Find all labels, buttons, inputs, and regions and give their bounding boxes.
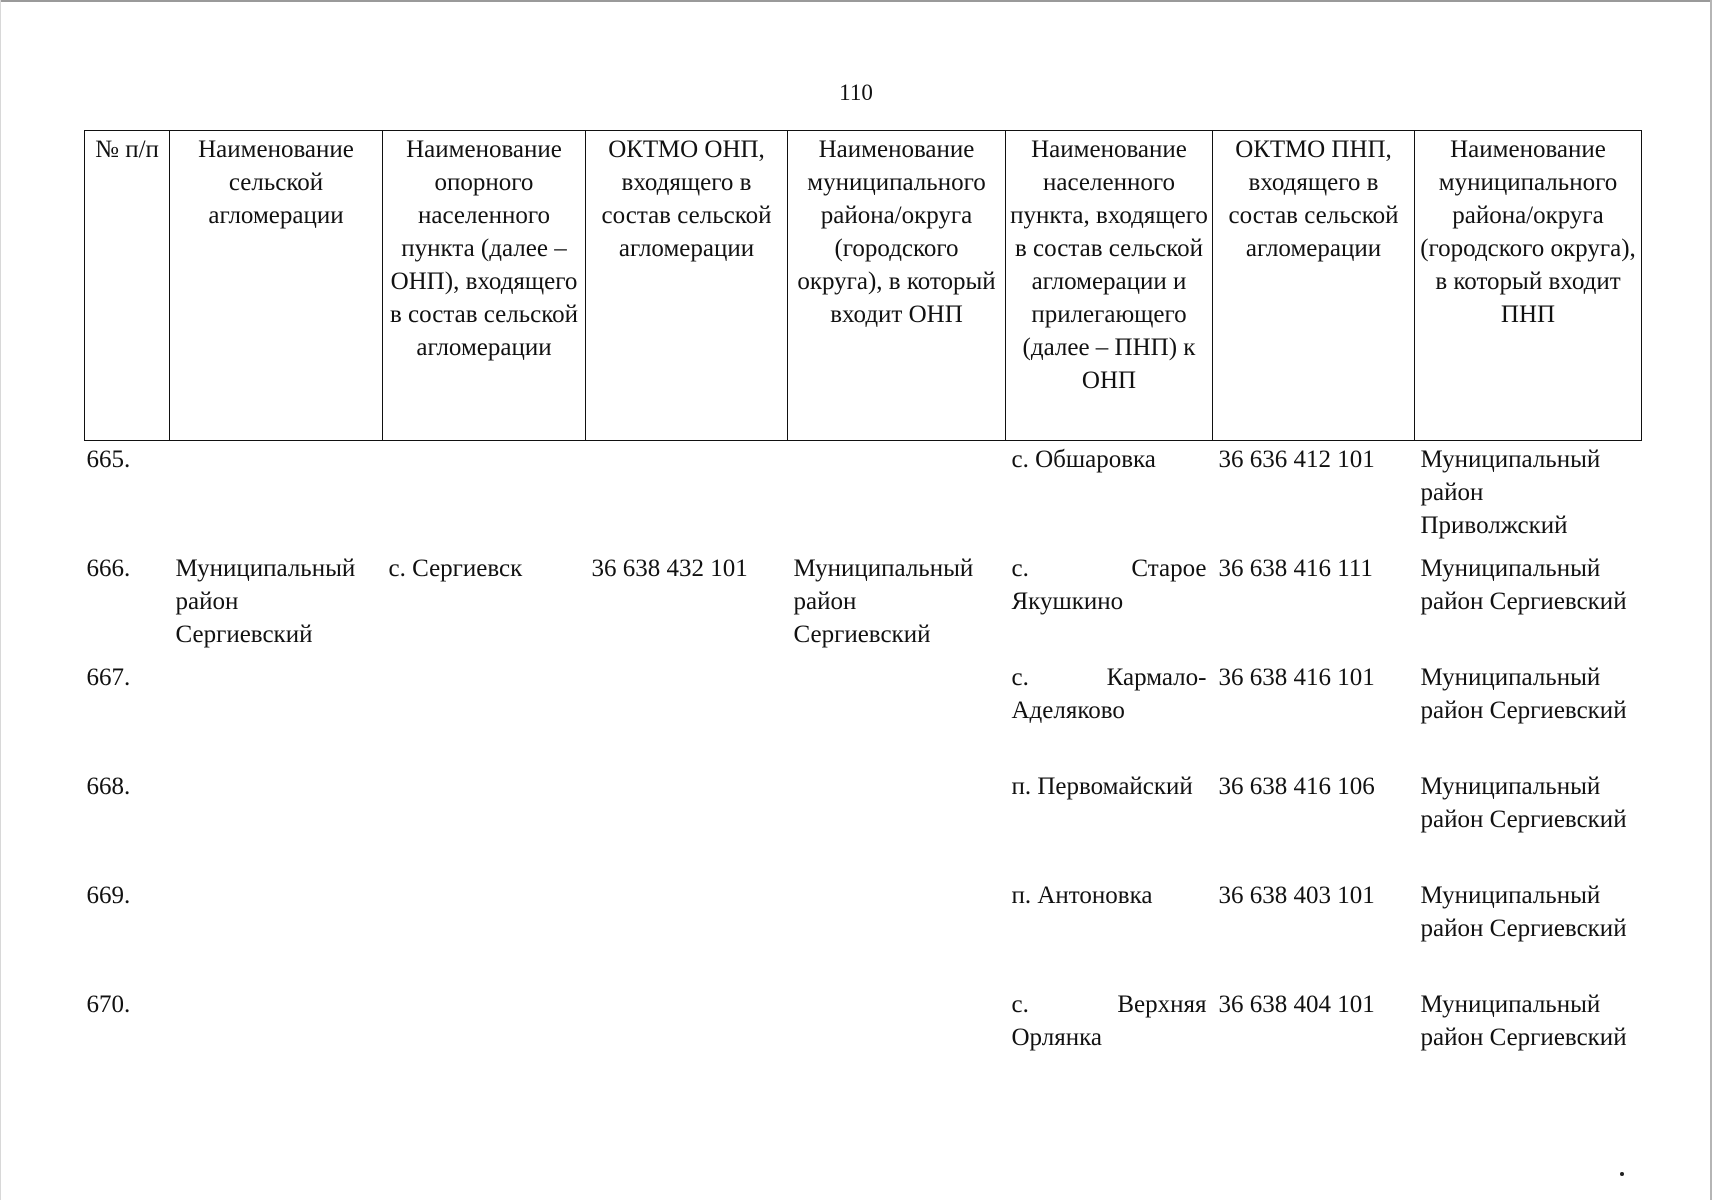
row-number: 666. <box>86 554 131 582</box>
onp-district <box>788 768 1006 877</box>
table-row <box>85 986 1642 1095</box>
onp-name <box>383 768 586 877</box>
pnp-district: Муниципальный район Сергиевский <box>1420 663 1627 724</box>
pnp-district: Муниципальный район Сергиевский <box>1420 772 1627 833</box>
row-number: 667. <box>86 663 131 691</box>
onp-oktmo <box>586 768 788 877</box>
agglomeration-name <box>170 768 383 877</box>
header-onp-district: Наименование муниципального района/округа (городского округа), в который входит ОНП <box>788 131 1006 441</box>
header-pnp-district: Наименование муниципального района/округа (городского округа), в который входит ПНП <box>1415 131 1642 441</box>
pnp-name: с. Верхняя Орлянка <box>1011 990 1207 1051</box>
header-pnp-name: Наименование населенного пункта, входящего в состав сельской агломерации и прилегающего (далее – ПНП) к ОНП <box>1006 131 1213 441</box>
onp-name <box>383 877 586 986</box>
onp-oktmo: 36 638 432 101 <box>591 554 748 582</box>
header-pnp-oktmo: ОКТМО ПНП, входящего в состав сельской агломерации <box>1213 131 1415 441</box>
scan-edge-left <box>0 0 1 1200</box>
pnp-oktmo: 36 638 416 106 <box>1218 772 1375 800</box>
row-number: 670. <box>86 990 131 1018</box>
agglomeration-name <box>170 986 383 1095</box>
row-number: 669. <box>86 881 131 909</box>
table-row <box>85 877 1642 986</box>
onp-district: Муниципальный район Сергиевский <box>793 554 974 648</box>
pnp-oktmo: 36 638 416 101 <box>1218 663 1375 691</box>
pnp-name: п. Антоновка <box>1011 881 1153 909</box>
pnp-oktmo: 36 636 412 101 <box>1218 446 1375 473</box>
header-num: № п/п <box>85 131 170 441</box>
agglomeration-table <box>84 130 1642 1095</box>
onp-oktmo <box>586 986 788 1095</box>
scan-speck <box>1620 1172 1624 1176</box>
onp-name <box>383 986 586 1095</box>
pnp-name: п. Первомайский <box>1011 772 1193 800</box>
onp-oktmo <box>586 659 788 768</box>
pnp-district: Муниципальный район Приволжский <box>1420 446 1601 539</box>
pnp-district: Муниципальный район Сергиевский <box>1420 881 1627 942</box>
agglomeration-name: Муниципальный район Сергиевский <box>175 554 356 648</box>
pnp-district: Муниципальный район Сергиевский <box>1420 554 1627 615</box>
pnp-name: с. Кармало-Аделяково <box>1011 663 1207 724</box>
onp-district <box>788 441 1006 550</box>
pnp-name: с. Обшаровка <box>1011 446 1156 473</box>
table-row <box>85 441 1642 550</box>
table-row <box>85 768 1642 877</box>
onp-oktmo <box>586 877 788 986</box>
pnp-oktmo: 36 638 416 111 <box>1218 554 1373 582</box>
table-body <box>85 441 1642 1095</box>
agglomeration-name <box>170 877 383 986</box>
onp-name: с. Сергиевск <box>388 554 523 582</box>
agglomeration-name <box>170 441 383 550</box>
header-agglomeration: Наименование сельской агломерации <box>170 131 383 441</box>
pnp-district: Муниципальный район Сергиевский <box>1420 990 1627 1051</box>
agglomeration-name <box>170 659 383 768</box>
onp-name <box>383 659 586 768</box>
table-row <box>85 550 1642 659</box>
onp-district <box>788 986 1006 1095</box>
pnp-name: с. Старое Якушкино <box>1011 554 1207 615</box>
onp-oktmo <box>586 441 788 550</box>
onp-name <box>383 441 586 550</box>
row-number: 665. <box>86 446 131 473</box>
header-onp-oktmo: ОКТМО ОНП, входящего в состав сельской агломерации <box>586 131 788 441</box>
pnp-oktmo: 36 638 404 101 <box>1218 990 1375 1018</box>
header-onp-name: Наименование опорного населенного пункта (далее – ОНП), входящего в состав сельской агломерации <box>383 131 586 441</box>
pnp-oktmo: 36 638 403 101 <box>1218 881 1375 909</box>
onp-district <box>788 877 1006 986</box>
onp-district <box>788 659 1006 768</box>
scan-edge-top <box>0 0 1712 2</box>
table-header <box>85 131 1642 441</box>
page-number: 110 <box>839 80 873 105</box>
row-number: 668. <box>86 772 131 800</box>
table-row <box>85 659 1642 768</box>
